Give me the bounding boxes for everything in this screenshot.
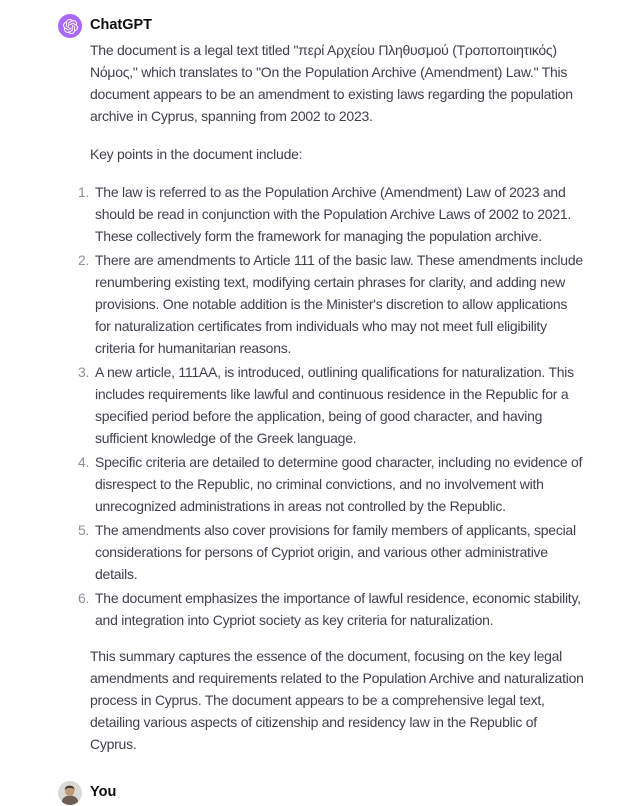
user-photo-avatar-icon bbox=[58, 781, 82, 805]
list-item-number: 2. bbox=[78, 249, 89, 271]
closing-paragraph: This summary captures the essence of the document, focusing on the key legal amendments and requirements related to the Population Archive and naturalization process in Cyprus. The document appears to be a comprehensive legal text, detailing various aspects of citizenship and residency law in the Republic of Cyprus. bbox=[90, 645, 584, 755]
key-point-item bbox=[90, 249, 584, 359]
list-item-text: There are amendments to Article 111 of the basic law. These amendments include renumbering existing text, modifying certain phrases for clarity, and adding new provisions. One notable addition is the Minister's discretion to allow applications for naturalization certificates from individuals who may not meet full eligibility criteria for humanitarian reasons. bbox=[95, 252, 583, 356]
key-points-list bbox=[90, 181, 584, 631]
assistant-author-name: ChatGPT bbox=[90, 14, 584, 36]
list-item-number: 5. bbox=[78, 519, 89, 541]
key-point-item bbox=[90, 451, 584, 517]
user-message-content bbox=[90, 781, 584, 806]
user-author-name: You bbox=[90, 781, 584, 803]
openai-logo-icon bbox=[63, 19, 78, 34]
list-item-number: 1. bbox=[78, 181, 89, 203]
chatgpt-avatar bbox=[58, 14, 82, 38]
key-points-heading: Key points in the document include: bbox=[90, 143, 584, 165]
key-point-item bbox=[90, 361, 584, 449]
user-avatar bbox=[58, 781, 82, 805]
key-point-item bbox=[90, 181, 584, 247]
list-item-text: The document emphasizes the importance of lawful residence, economic stability, and integration into Cypriot society as key criteria for naturalization. bbox=[95, 590, 581, 628]
key-point-item bbox=[90, 519, 584, 585]
user-message bbox=[58, 781, 592, 806]
intro-paragraph: The document is a legal text titled "περί Αρχείου Πληθυσμού (Τροποποιητικός) Νόμος," which translates to "On the Population Archive (Amendment) Law." This document appears to be an amendment to existing laws regarding the population archive in Cyprus, spanning from 2002 to 2023. bbox=[90, 39, 584, 127]
assistant-message-body bbox=[90, 39, 584, 755]
assistant-message bbox=[58, 14, 592, 755]
list-item-text: The law is referred to as the Population Archive (Amendment) Law of 2023 and should be read in conjunction with the Population Archive Laws of 2002 to 2021. These collectively form the framework for managing the population archive. bbox=[95, 184, 571, 244]
list-item-number: 4. bbox=[78, 451, 89, 473]
list-item-text: Specific criteria are detailed to determine good character, including no evidence of disrespect to the Republic, no criminal convictions, and no involvement with unrecognized administrations in areas not controlled by the Republic. bbox=[95, 454, 582, 514]
list-item-number: 6. bbox=[78, 587, 89, 609]
list-item-number: 3. bbox=[78, 361, 89, 383]
list-item-text: A new article, 111AA, is introduced, outlining qualifications for naturalization. This includes requirements like lawful and continuous residence in the Republic for a specified period before the application, being of good character, and having sufficient knowledge of the Greek language. bbox=[95, 364, 574, 446]
list-item-text: The amendments also cover provisions for family members of applicants, special considerations for persons of Cypriot origin, and various other administrative details. bbox=[95, 522, 576, 582]
key-point-item bbox=[90, 587, 584, 631]
assistant-message-content bbox=[90, 14, 584, 755]
